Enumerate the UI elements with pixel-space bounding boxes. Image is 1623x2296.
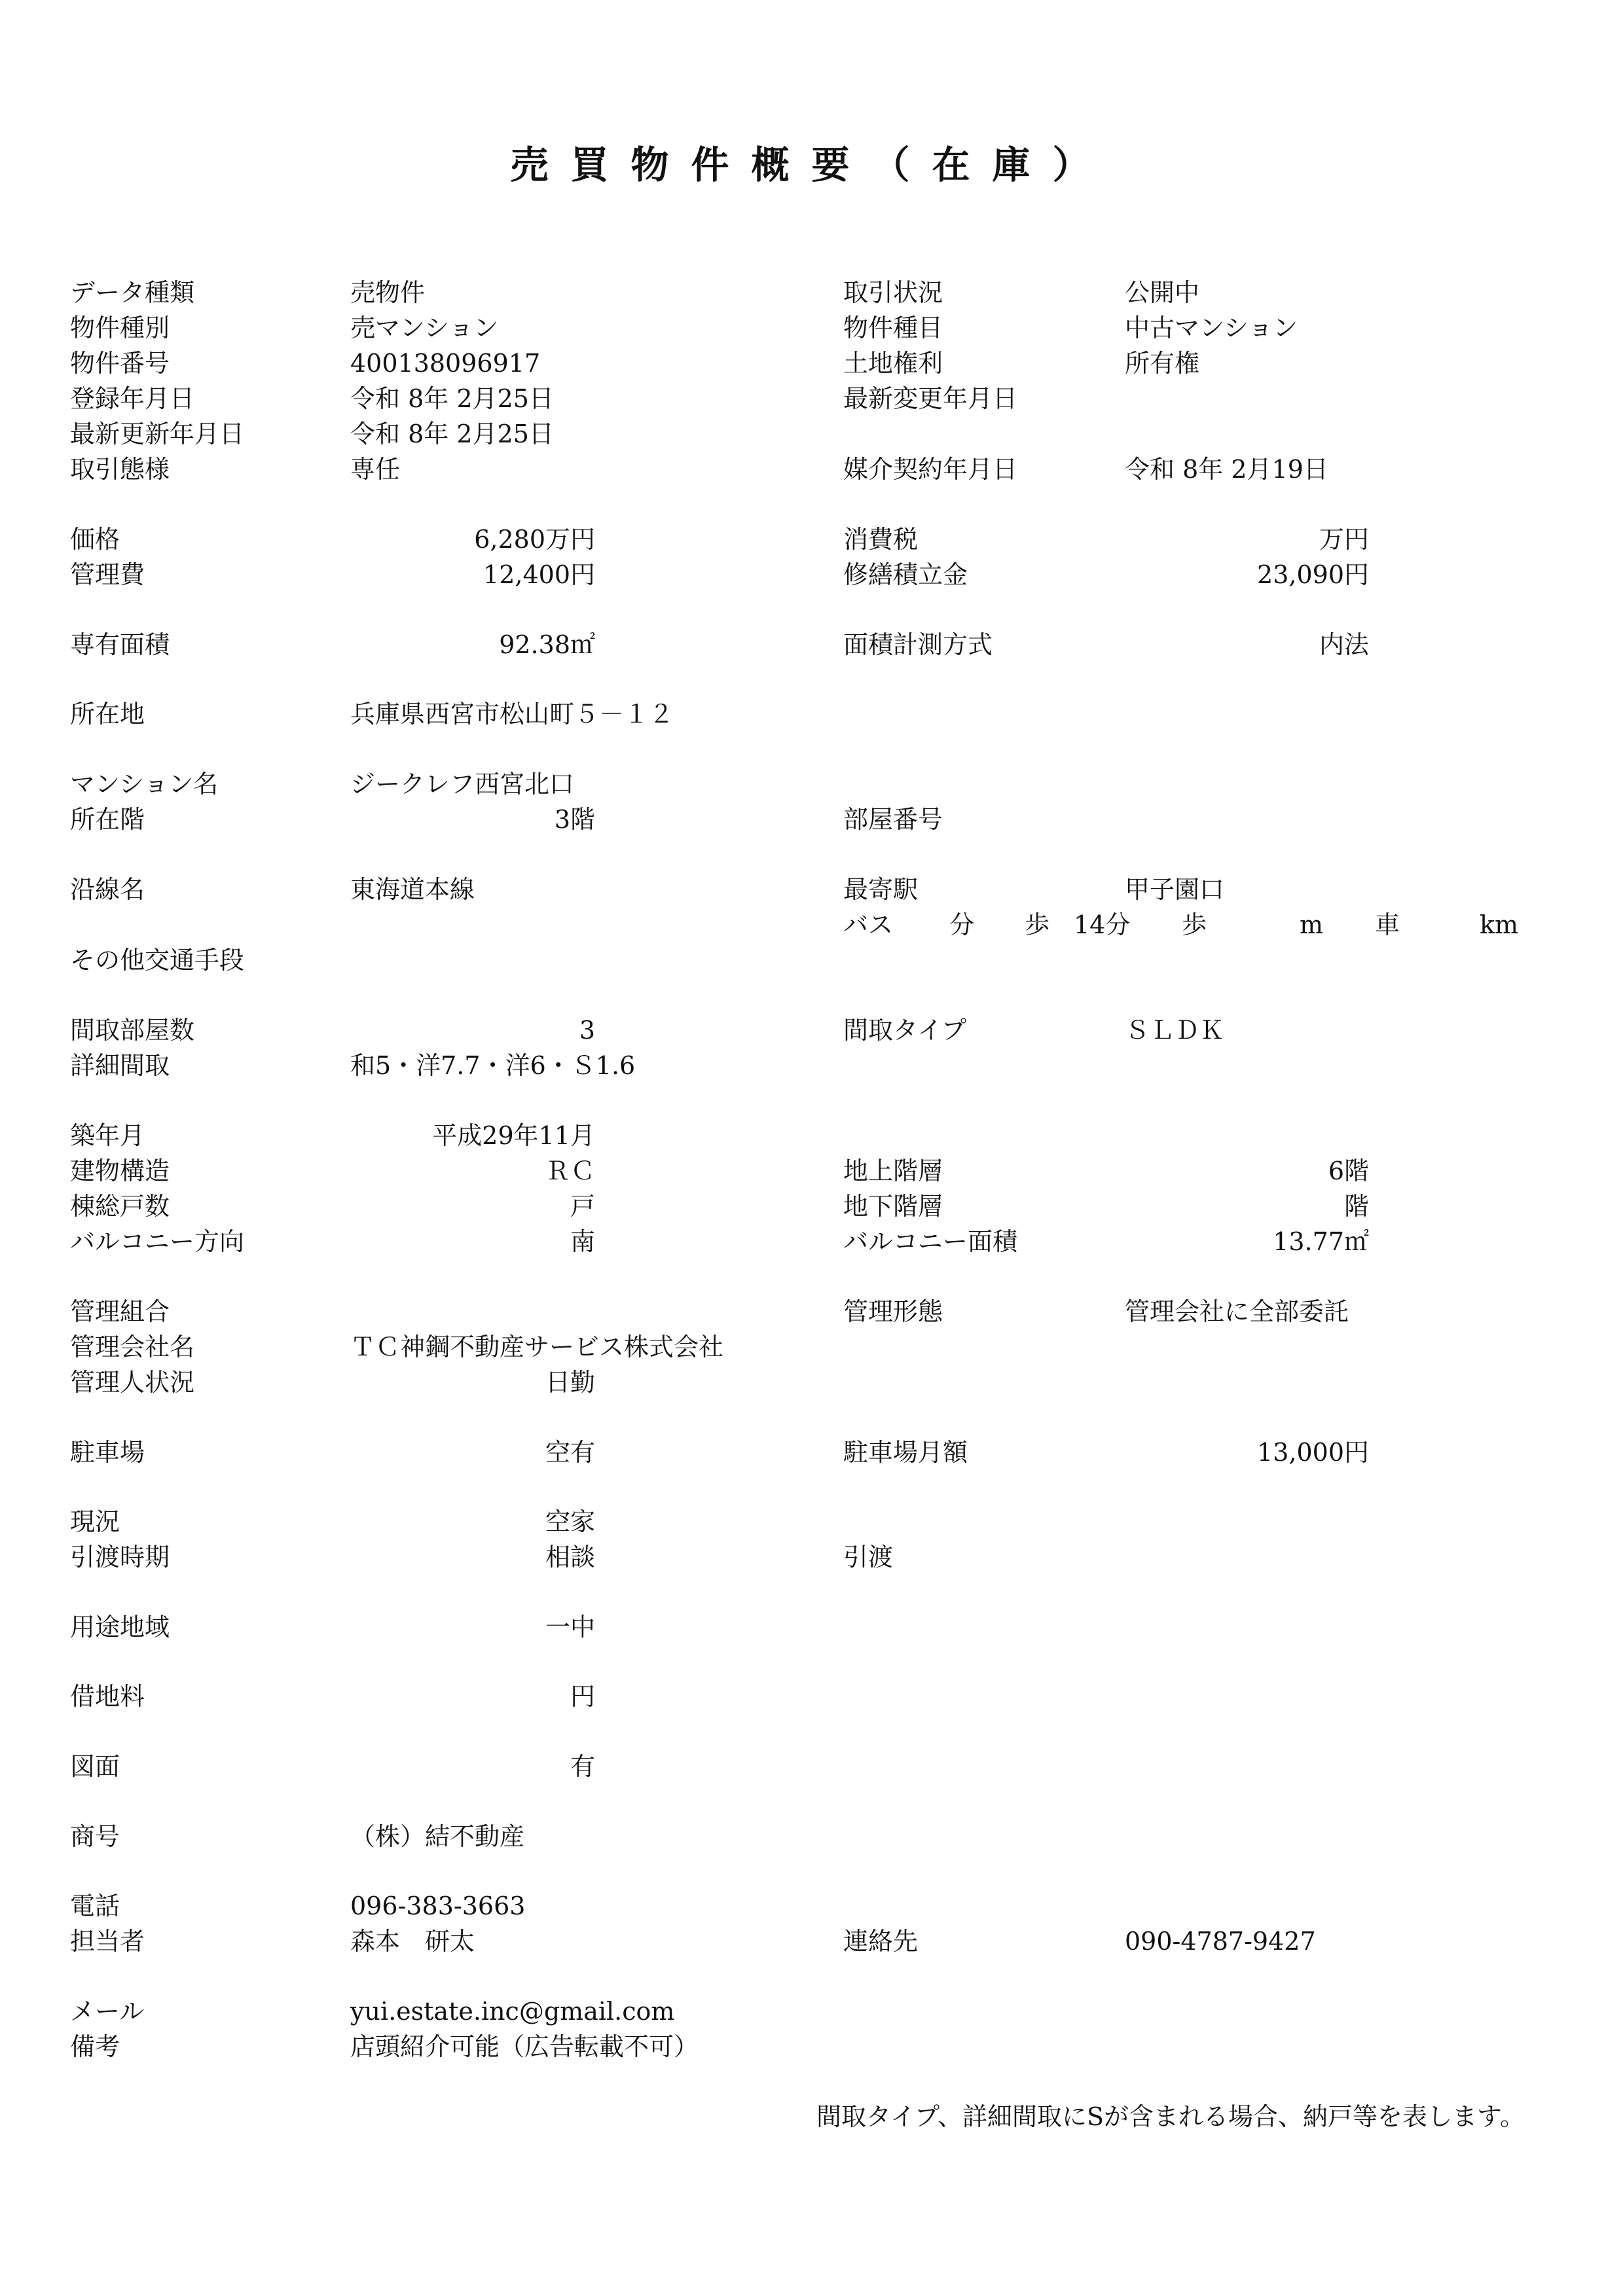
label-drawing: 図面 [70, 1752, 120, 1781]
value-floors-below: 階 [1343, 1192, 1369, 1221]
value-floor: 3階 [554, 805, 595, 834]
label-mgmt-form: 管理形態 [843, 1297, 943, 1326]
label-current-status: 現況 [70, 1507, 120, 1536]
value-parking-fee: 13,000円 [1257, 1438, 1369, 1467]
label-manager-status: 管理人状況 [70, 1368, 195, 1397]
value-detail-layout: 和5・洋7.7・洋6・Ｓ1.6 [350, 1051, 636, 1080]
value-land-rent: 円 [570, 1682, 595, 1711]
label-exclusive-area: 専有面積 [70, 630, 170, 659]
label-other-transport: その他交通手段 [70, 946, 245, 975]
transport-km-unit: km [1480, 910, 1519, 939]
value-manager-status: 日勤 [545, 1368, 595, 1397]
label-email: メール [70, 1997, 145, 2026]
value-price: 6,280万円 [474, 525, 595, 554]
label-location: 所在地 [70, 700, 145, 728]
value-current-status: 空家 [545, 1507, 595, 1536]
value-area-method: 内法 [1319, 630, 1369, 659]
label-property-number: 物件番号 [70, 349, 170, 378]
label-brokerage-date: 媒介契約年月日 [843, 455, 1018, 484]
transport-bus-minutes-unit: 分 [949, 910, 975, 939]
value-registered-date: 令和 8年 2月25日 [350, 384, 554, 413]
footnote: 間取タイプ、詳細間取にSが含まれる場合、納戸等を表します。 [816, 2102, 1525, 2131]
value-land-right: 所有権 [1125, 349, 1200, 378]
value-balcony-area: 13.77㎡ [1273, 1227, 1369, 1256]
label-floors-above: 地上階層 [843, 1157, 943, 1185]
label-line-name: 沿線名 [70, 875, 145, 904]
label-remarks: 備考 [70, 2032, 120, 2061]
value-exclusive-area: 92.38㎡ [499, 630, 595, 659]
value-email: yui.estate.inc@gmail.com [350, 1997, 675, 2026]
label-trade-mode: 取引態様 [70, 455, 170, 484]
label-area-method: 面積計測方式 [843, 630, 993, 659]
value-contact: 090-4787-9427 [1125, 1927, 1316, 1956]
value-structure: ＲＣ [545, 1157, 595, 1185]
value-property-kind: 売マンション [350, 314, 499, 342]
value-location: 兵庫県西宮市松山町５－１２ [350, 700, 674, 728]
label-detail-layout: 詳細間取 [70, 1051, 170, 1080]
label-handover-time: 引渡時期 [70, 1543, 170, 1571]
label-repair-reserve: 修繕積立金 [843, 560, 968, 589]
label-management-fee: 管理費 [70, 560, 145, 589]
value-staff: 森本 研太 [350, 1927, 475, 1956]
value-room-count: 3 [579, 1016, 595, 1045]
label-room-number: 部屋番号 [843, 805, 943, 834]
value-mansion-name: ジークレフ西宮北口 [350, 770, 575, 798]
label-total-units: 棟総戸数 [70, 1192, 170, 1221]
label-land-right: 土地権利 [843, 349, 943, 378]
label-handover: 引渡 [843, 1543, 894, 1571]
value-property-item: 中古マンション [1125, 314, 1298, 342]
value-layout-type: ＳＬＤＫ [1125, 1016, 1225, 1045]
page-title: 売買物件概要（在庫） [510, 143, 1113, 187]
label-layout-type: 間取タイプ [843, 1016, 967, 1045]
value-brokerage-date: 令和 8年 2月19日 [1125, 455, 1328, 484]
label-floor: 所在階 [70, 805, 145, 834]
transport-walk-label: 歩 [1025, 910, 1050, 939]
label-property-item: 物件種目 [843, 314, 943, 342]
label-contact: 連絡先 [843, 1927, 919, 1956]
label-parking-fee: 駐車場月額 [843, 1438, 968, 1467]
value-built: 平成29年11月 [432, 1121, 595, 1150]
label-latest-update: 最新更新年月日 [70, 420, 245, 448]
label-land-rent: 借地料 [70, 1682, 145, 1711]
label-structure: 建物構造 [70, 1157, 170, 1185]
value-drawing: 有 [570, 1752, 595, 1781]
value-floors-above: 6階 [1328, 1157, 1369, 1185]
label-trade-status: 取引状況 [843, 278, 943, 307]
value-consumption-tax: 万円 [1319, 525, 1369, 554]
label-mgmt-union: 管理組合 [70, 1297, 170, 1326]
value-mgmt-form: 管理会社に全部委託 [1125, 1297, 1349, 1326]
value-data-type: 売物件 [350, 278, 426, 307]
transport-car-label: 車 [1375, 910, 1400, 939]
transport-meter-unit: m [1300, 910, 1324, 939]
value-mgmt-company: ＴＣ神鋼不動産サービス株式会社 [350, 1333, 724, 1361]
value-nearest-station: 甲子園口 [1125, 875, 1225, 904]
label-balcony-direction: バルコニー方向 [70, 1227, 245, 1256]
value-trade-mode: 専任 [350, 455, 401, 484]
label-registered-date: 登録年月日 [70, 384, 195, 413]
value-management-fee: 12,400円 [483, 560, 595, 589]
value-phone: 096-383-3663 [350, 1892, 526, 1920]
label-consumption-tax: 消費税 [843, 525, 919, 554]
transport-walk-distance-label: 歩 [1182, 910, 1207, 939]
value-total-units: 戸 [570, 1192, 595, 1221]
transport-walk-minutes: 14分 [1074, 910, 1131, 939]
label-phone: 電話 [70, 1892, 120, 1920]
label-parking: 駐車場 [70, 1438, 145, 1467]
label-zoning: 用途地域 [70, 1613, 170, 1641]
label-latest-change: 最新変更年月日 [843, 384, 1018, 413]
label-floors-below: 地下階層 [843, 1192, 943, 1221]
value-line-name: 東海道本線 [350, 875, 475, 904]
value-remarks: 店頭紹介可能（広告転載不可） [350, 2032, 699, 2061]
value-balcony-direction: 南 [570, 1227, 595, 1256]
label-nearest-station: 最寄駅 [843, 875, 919, 904]
label-data-type: データ種類 [70, 278, 195, 307]
value-handover-time: 相談 [545, 1543, 595, 1571]
label-trade-name: 商号 [70, 1822, 120, 1851]
label-staff: 担当者 [70, 1927, 145, 1956]
value-trade-name: （株）結不動産 [350, 1822, 525, 1851]
value-property-number: 400138096917 [350, 349, 541, 378]
label-price: 価格 [70, 525, 120, 554]
value-repair-reserve: 23,090円 [1257, 560, 1369, 589]
label-built: 築年月 [70, 1121, 145, 1150]
label-balcony-area: バルコニー面積 [843, 1227, 1018, 1256]
label-room-count: 間取部屋数 [70, 1016, 195, 1045]
value-zoning: 一中 [545, 1613, 595, 1641]
transport-bus-label: バス [843, 910, 894, 939]
value-latest-update: 令和 8年 2月25日 [350, 420, 554, 448]
label-mansion-name: マンション名 [70, 770, 219, 798]
label-mgmt-company: 管理会社名 [70, 1333, 195, 1361]
value-parking: 空有 [545, 1438, 595, 1467]
value-trade-status: 公開中 [1125, 278, 1200, 307]
label-property-kind: 物件種別 [70, 314, 170, 342]
